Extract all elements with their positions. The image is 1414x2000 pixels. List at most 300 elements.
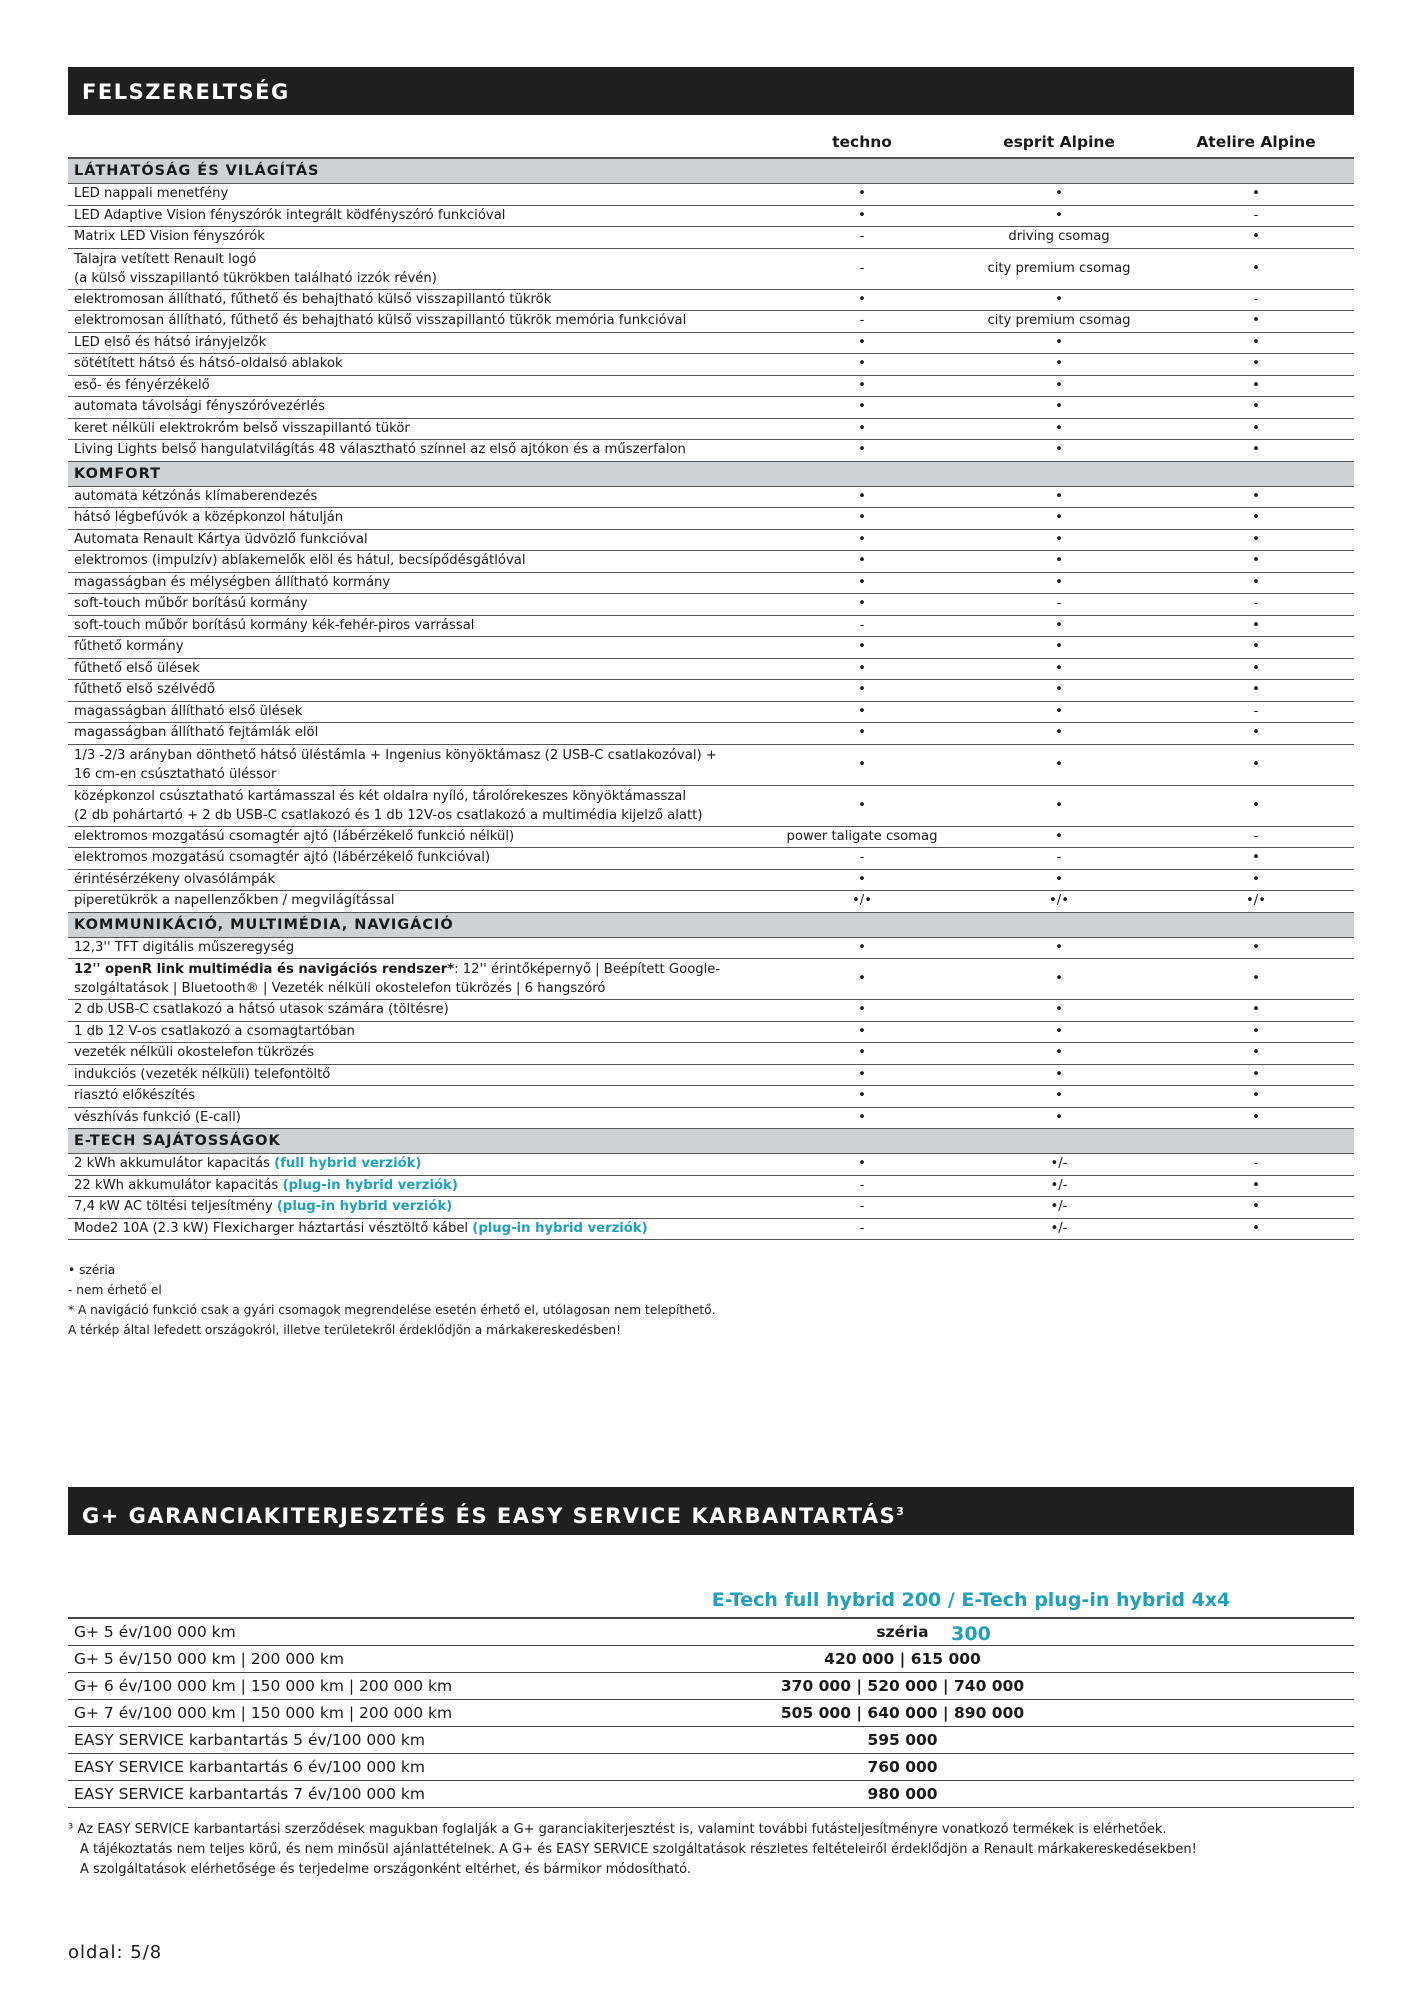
feature-label-text: Living Lights belső hangulatvilágítás 48 választható színnel az első ajtókon és a műszerfalon xyxy=(74,442,686,458)
feature-value: • xyxy=(960,440,1158,462)
warranty-note: A szolgáltatások elérhetősége és terjedelme országonként eltérhet, és bármikor módosítható. xyxy=(80,1862,692,1877)
feature-value: • xyxy=(764,486,960,508)
feature-value: • xyxy=(960,529,1158,551)
table-row xyxy=(68,397,1354,419)
warranty-value: 595 000 xyxy=(591,1727,1354,1754)
feature-value: • xyxy=(764,1154,960,1176)
feature-label-text: középkonzol csúsztatható kartámasszal és két oldalra nyíló, tárolórekeszes könyöktámasszal xyxy=(74,788,687,804)
feature-label-text: keret nélküli elektrokróm belső visszapillantó tükör xyxy=(74,420,410,436)
warranty-row xyxy=(68,1754,1354,1781)
feature-label xyxy=(68,826,764,848)
table-row xyxy=(68,723,1354,745)
feature-value: - xyxy=(764,1218,960,1240)
feature-label xyxy=(68,572,764,594)
feature-value: - xyxy=(1158,826,1354,848)
feature-value: • xyxy=(764,959,960,1000)
feature-label-text: piperetükrök a napellenzőkben / megvilágítással xyxy=(74,893,395,909)
feature-label xyxy=(68,701,764,723)
feature-value: - xyxy=(960,848,1158,870)
feature-label xyxy=(68,289,764,311)
feature-value: • xyxy=(1158,869,1354,891)
feature-label-text: Mode2 10A (2.3 kW) Flexicharger háztartási vésztöltő kábel xyxy=(74,1220,473,1236)
feature-value: • xyxy=(764,354,960,376)
feature-value: •/• xyxy=(764,891,960,913)
feature-value: • xyxy=(960,289,1158,311)
feature-value: • xyxy=(1158,354,1354,376)
warranty-label: EASY SERVICE karbantartás 7 év/100 000 km xyxy=(68,1781,591,1808)
feature-label xyxy=(68,1043,764,1065)
feature-value: • xyxy=(764,937,960,959)
feature-value: • xyxy=(764,723,960,745)
feature-value: • xyxy=(960,959,1158,1000)
feature-value: • xyxy=(764,572,960,594)
category-row xyxy=(68,912,1354,937)
feature-value: • xyxy=(764,680,960,702)
table-row xyxy=(68,572,1354,594)
table-row xyxy=(68,1175,1354,1197)
table-row xyxy=(68,1021,1354,1043)
table-row xyxy=(68,184,1354,206)
feature-value: • xyxy=(1158,508,1354,530)
feature-value: •/• xyxy=(960,891,1158,913)
feature-value: • xyxy=(1158,1064,1354,1086)
warranty-title xyxy=(68,1487,1354,1535)
feature-label xyxy=(68,1197,764,1219)
feature-label xyxy=(68,680,764,702)
feature-label xyxy=(68,959,764,1000)
legend-line: • széria xyxy=(68,1263,116,1277)
feature-value: • xyxy=(764,869,960,891)
warranty-label: G+ 7 év/100 000 km | 150 000 km | 200 000 km xyxy=(68,1700,591,1727)
feature-value: • xyxy=(960,1107,1158,1129)
feature-value: • xyxy=(1158,1086,1354,1108)
feature-value: •/• xyxy=(1158,891,1354,913)
feature-label xyxy=(68,184,764,206)
table-row xyxy=(68,680,1354,702)
feature-value: • xyxy=(960,744,1158,785)
warranty-table xyxy=(68,1617,1354,1808)
feature-value: • xyxy=(1158,248,1354,289)
feature-value: - xyxy=(1158,205,1354,227)
feature-value: • xyxy=(1158,744,1354,785)
feature-label-text: LED nappali menetfény xyxy=(74,186,229,202)
warranty-value: széria xyxy=(591,1618,1354,1646)
feature-label-text: Matrix LED Vision fényszórók xyxy=(74,229,265,245)
feature-value: • xyxy=(1158,615,1354,637)
feature-value: • xyxy=(764,397,960,419)
feature-label-note: (plug-in hybrid verziók) xyxy=(276,1199,453,1215)
feature-value: • xyxy=(764,1043,960,1065)
feature-label-text: vészhívás funkció (E-call) xyxy=(74,1109,241,1125)
feature-label xyxy=(68,1175,764,1197)
feature-label-text: 7,4 kW AC töltési teljesítmény xyxy=(74,1199,277,1215)
feature-value: • xyxy=(764,508,960,530)
feature-value: • xyxy=(960,701,1158,723)
feature-label-text: elektromos (impulzív) ablakemelők elöl és hátul, becsípődésgátlóval xyxy=(74,553,526,569)
feature-label xyxy=(68,594,764,616)
warranty-label: EASY SERVICE karbantartás 6 év/100 000 km xyxy=(68,1754,591,1781)
category-title: KOMMUNIKÁCIÓ, MULTIMÉDIA, NAVIGÁCIÓ xyxy=(68,912,1354,937)
table-row xyxy=(68,332,1354,354)
feature-label-note: (full hybrid verziók) xyxy=(274,1156,422,1172)
category-row xyxy=(68,158,1354,184)
legend-line: * A navigáció funkció csak a gyári csomagok megrendelése esetén érhető el, utólagosan nem telepíthető. xyxy=(68,1303,716,1317)
table-row xyxy=(68,289,1354,311)
feature-value: driving csomag xyxy=(960,227,1158,249)
feature-value: • xyxy=(960,551,1158,573)
feature-label-note: (plug-in hybrid verziók) xyxy=(282,1177,458,1193)
feature-value: • xyxy=(1158,184,1354,206)
feature-value: - xyxy=(1158,701,1354,723)
feature-value: • xyxy=(1158,486,1354,508)
equipment-title: FELSZERELTSÉG xyxy=(68,67,1354,115)
category-row xyxy=(68,461,1354,486)
table-row xyxy=(68,959,1354,1000)
feature-label xyxy=(68,486,764,508)
feature-label-text: magasságban állítható első ülések xyxy=(74,703,303,719)
table-row xyxy=(68,826,1354,848)
warranty-label: G+ 5 év/100 000 km xyxy=(68,1618,591,1646)
feature-label xyxy=(68,375,764,397)
feature-value: •/- xyxy=(960,1175,1158,1197)
table-row xyxy=(68,418,1354,440)
feature-value: • xyxy=(1158,397,1354,419)
table-row xyxy=(68,205,1354,227)
feature-label-text: LED Adaptive Vision fényszórók integrált ködfényszóró funkcióval xyxy=(74,207,506,223)
table-row xyxy=(68,486,1354,508)
feature-value: • xyxy=(960,658,1158,680)
feature-value: - xyxy=(1158,594,1354,616)
feature-label-text: : 12'' érintőképernyő | Beépített Google- xyxy=(454,962,721,977)
equipment-section xyxy=(68,67,1354,1340)
feature-label-text: érintésérzékeny olvasólámpák xyxy=(74,871,276,887)
feature-label xyxy=(68,1064,764,1086)
table-row xyxy=(68,594,1354,616)
feature-label-note: (plug-in hybrid verziók) xyxy=(472,1220,648,1236)
equipment-table-body xyxy=(68,158,1354,1240)
feature-label xyxy=(68,615,764,637)
feature-value: • xyxy=(1158,1107,1354,1129)
warranty-value: 505 000 | 640 000 | 890 000 xyxy=(591,1700,1354,1727)
feature-label-text: eső- és fényérzékelő xyxy=(74,377,210,393)
feature-label-text: 22 kWh akkumulátor kapacitás xyxy=(74,1177,283,1193)
feature-value: - xyxy=(1158,1154,1354,1176)
feature-value: • xyxy=(1158,1021,1354,1043)
feature-value: • xyxy=(960,418,1158,440)
feature-value: • xyxy=(764,1064,960,1086)
feature-label xyxy=(68,508,764,530)
feature-value: •/- xyxy=(960,1154,1158,1176)
feature-value: - xyxy=(764,311,960,333)
feature-value: • xyxy=(1158,1218,1354,1240)
table-row xyxy=(68,1064,1354,1086)
feature-label-line2: (2 db pohártartó + 2 db USB-C csatlakozó és 1 db 12V-os csatlakozó a multimédia kijelző alatt) xyxy=(74,807,703,823)
equipment-legend xyxy=(68,1260,1354,1340)
feature-value: • xyxy=(1158,227,1354,249)
category-title: KOMFORT xyxy=(68,461,1354,486)
table-row xyxy=(68,1218,1354,1240)
feature-label-text: elektromos mozgatású csomagtér ajtó (lábérzékelő funkcióval) xyxy=(74,850,491,866)
feature-label xyxy=(68,440,764,462)
feature-label-text: fűthető első szélvédő xyxy=(74,682,215,698)
table-row xyxy=(68,744,1354,785)
feature-label-line2: 16 cm-en csúsztatható üléssor xyxy=(74,766,277,782)
warranty-title-sup: 3 xyxy=(896,1505,906,1518)
feature-label-text: 1 db 12 V-os csatlakozó a csomagtartóban xyxy=(74,1023,355,1039)
feature-value: • xyxy=(764,658,960,680)
feature-value: • xyxy=(960,572,1158,594)
feature-value: - xyxy=(960,594,1158,616)
feature-label xyxy=(68,891,764,913)
table-row xyxy=(68,1086,1354,1108)
feature-value: • xyxy=(960,508,1158,530)
feature-label xyxy=(68,529,764,551)
feature-label xyxy=(68,248,764,289)
feature-label xyxy=(68,1218,764,1240)
feature-value: •/- xyxy=(960,1218,1158,1240)
feature-value: • xyxy=(1158,529,1354,551)
feature-label-line2: (a külső visszapillantó tükrökben található izzók révén) xyxy=(74,270,437,286)
feature-value: • xyxy=(1158,637,1354,659)
feature-label xyxy=(68,937,764,959)
warranty-label: G+ 5 év/150 000 km | 200 000 km xyxy=(68,1646,591,1673)
feature-value: • xyxy=(1158,551,1354,573)
feature-label-text: elektromosan állítható, fűthető és behajtható külső visszapillantó tükrök xyxy=(74,291,552,307)
table-row xyxy=(68,529,1354,551)
feature-value: - xyxy=(764,1197,960,1219)
feature-label xyxy=(68,1154,764,1176)
feature-value: • xyxy=(1158,1000,1354,1022)
category-row xyxy=(68,1129,1354,1154)
feature-value: • xyxy=(960,1043,1158,1065)
feature-value: •/- xyxy=(960,1197,1158,1219)
header-spacer xyxy=(68,115,764,158)
feature-label-text: elektromos mozgatású csomagtér ajtó (lábérzékelő funkció nélkül) xyxy=(74,828,515,844)
feature-value: • xyxy=(960,354,1158,376)
feature-value: • xyxy=(764,785,960,826)
feature-value: • xyxy=(960,637,1158,659)
category-title: LÁTHATÓSÁG ÉS VILÁGÍTÁS xyxy=(68,158,1354,184)
feature-label-line2: szolgáltatások | Bluetooth® | Vezeték nélküli okostelefon tükrözés | 6 hangszóró xyxy=(74,981,606,996)
table-row xyxy=(68,508,1354,530)
feature-value: • xyxy=(1158,440,1354,462)
table-row xyxy=(68,248,1354,289)
table-row xyxy=(68,1154,1354,1176)
feature-value: city premium csomag xyxy=(960,311,1158,333)
feature-label-bold: 12'' openR link multimédia és navigációs rendszer* xyxy=(74,962,455,977)
warranty-row xyxy=(68,1781,1354,1808)
feature-label-text: hátsó légbefúvók a középkonzol hátulján xyxy=(74,510,344,526)
feature-value: • xyxy=(764,594,960,616)
feature-value: • xyxy=(960,375,1158,397)
table-row xyxy=(68,1197,1354,1219)
category-title: E-TECH SAJÁTOSSÁGOK xyxy=(68,1129,1354,1154)
feature-value: • xyxy=(764,1107,960,1129)
feature-label xyxy=(68,551,764,573)
feature-value: • xyxy=(764,529,960,551)
feature-value: • xyxy=(764,184,960,206)
warranty-value: 980 000 xyxy=(591,1781,1354,1808)
feature-value: • xyxy=(1158,785,1354,826)
feature-value: • xyxy=(764,418,960,440)
feature-value: - xyxy=(764,848,960,870)
warranty-row xyxy=(68,1673,1354,1700)
table-row xyxy=(68,848,1354,870)
equipment-table xyxy=(68,115,1354,1240)
feature-value: • xyxy=(960,486,1158,508)
feature-value: • xyxy=(960,205,1158,227)
legend-line: A térkép által lefedett országokról, illetve területekről érdeklődjön a márkakereskedésben! xyxy=(68,1323,622,1337)
feature-value: - xyxy=(1158,289,1354,311)
feature-value: • xyxy=(1158,1175,1354,1197)
feature-label-text: LED első és hátsó irányjelzők xyxy=(74,334,267,350)
feature-value: • xyxy=(764,1000,960,1022)
feature-label xyxy=(68,205,764,227)
feature-value: • xyxy=(1158,848,1354,870)
feature-value: • xyxy=(764,637,960,659)
warranty-title-text: G+ GARANCIAKITERJESZTÉS ÉS EASY SERVICE KARBANTARTÁS xyxy=(82,1504,897,1528)
feature-value: • xyxy=(764,332,960,354)
feature-label xyxy=(68,354,764,376)
feature-label-text: 2 db USB-C csatlakozó a hátsó utasok számára (töltésre) xyxy=(74,1002,449,1018)
feature-label-text: automata kétzónás klímaberendezés xyxy=(74,488,318,504)
warranty-value: 420 000 | 615 000 xyxy=(591,1646,1354,1673)
warranty-section xyxy=(68,1583,1354,1880)
table-row xyxy=(68,637,1354,659)
feature-label-text: 2 kWh akkumulátor kapacitás xyxy=(74,1156,275,1172)
warranty-label: EASY SERVICE karbantartás 5 év/100 000 km xyxy=(68,1727,591,1754)
feature-value: • xyxy=(764,375,960,397)
feature-value: • xyxy=(960,184,1158,206)
feature-value: • xyxy=(764,701,960,723)
feature-value: • xyxy=(1158,332,1354,354)
feature-label-text: magasságban és mélységben állítható kormány xyxy=(74,574,391,590)
feature-label xyxy=(68,418,764,440)
column-header: techno xyxy=(764,115,960,158)
feature-value: • xyxy=(1158,959,1354,1000)
feature-label-text: fűthető kormány xyxy=(74,639,184,655)
feature-value: • xyxy=(1158,723,1354,745)
warranty-label: G+ 6 év/100 000 km | 150 000 km | 200 000 km xyxy=(68,1673,591,1700)
feature-label-text: elektromosan állítható, fűthető és behajtható külső visszapillantó tükrök memória funkcióval xyxy=(74,313,687,329)
feature-label-text: soft-touch műbőr borítású kormány kék-fehér-piros varrással xyxy=(74,617,475,633)
warranty-row xyxy=(68,1727,1354,1754)
table-row xyxy=(68,311,1354,333)
feature-label xyxy=(68,1107,764,1129)
feature-value: • xyxy=(960,869,1158,891)
feature-value: • xyxy=(1158,572,1354,594)
table-row xyxy=(68,551,1354,573)
table-row xyxy=(68,440,1354,462)
feature-label xyxy=(68,637,764,659)
feature-value: • xyxy=(960,1000,1158,1022)
warranty-notes xyxy=(68,1820,1354,1880)
table-row xyxy=(68,701,1354,723)
feature-value: • xyxy=(764,551,960,573)
feature-value: • xyxy=(1158,418,1354,440)
feature-value: power taligate csomag xyxy=(764,826,960,848)
legend-line: - nem érhető el xyxy=(68,1283,162,1297)
warranty-value: 760 000 xyxy=(591,1754,1354,1781)
warranty-note: ³ Az EASY SERVICE karbantartási szerződések magukban foglalják a G+ garanciakiterjesztést is, valamint további futásteljesítményre vonatkozó termékek is elérhetőek. xyxy=(68,1822,1167,1837)
feature-value: city premium csomag xyxy=(960,248,1158,289)
equipment-header-row xyxy=(68,115,1354,158)
warranty-note: A tájékoztatás nem teljes körű, és nem minősül ajánlattételnek. A G+ és EASY SERVICE szolgáltatások részletes feltételeiről érdeklődjön a Renault márkakereskedésekben! xyxy=(80,1842,1197,1857)
feature-label-text: fűthető első ülések xyxy=(74,660,200,676)
feature-label-text: riasztó előkészítés xyxy=(74,1088,196,1104)
feature-value: • xyxy=(764,1086,960,1108)
feature-value: • xyxy=(764,744,960,785)
feature-label-text: vezeték nélküli okostelefon tükrözés xyxy=(74,1045,315,1061)
feature-label xyxy=(68,848,764,870)
feature-label-text: 1/3 -2/3 arányban dönthető hátsó üléstámla + Ingenius könyöktámasz (2 USB-C csatlakozóval) + xyxy=(74,747,717,763)
feature-label-text: indukciós (vezeték nélküli) telefontöltő xyxy=(74,1066,331,1082)
table-row xyxy=(68,891,1354,913)
feature-label xyxy=(68,227,764,249)
table-row xyxy=(68,375,1354,397)
warranty-row xyxy=(68,1700,1354,1727)
feature-label xyxy=(68,1086,764,1108)
feature-label xyxy=(68,1021,764,1043)
warranty-row xyxy=(68,1618,1354,1646)
feature-value: • xyxy=(960,937,1158,959)
feature-label xyxy=(68,397,764,419)
feature-value: • xyxy=(1158,1197,1354,1219)
table-row xyxy=(68,354,1354,376)
feature-value: • xyxy=(764,1021,960,1043)
feature-value: • xyxy=(960,615,1158,637)
feature-value: - xyxy=(764,615,960,637)
feature-label xyxy=(68,311,764,333)
feature-value: • xyxy=(1158,680,1354,702)
feature-label-text: magasságban állítható fejtámlák elöl xyxy=(74,725,319,741)
table-row xyxy=(68,1000,1354,1022)
feature-value: • xyxy=(960,723,1158,745)
feature-value: - xyxy=(764,1175,960,1197)
feature-label xyxy=(68,332,764,354)
feature-label xyxy=(68,785,764,826)
warranty-row xyxy=(68,1646,1354,1673)
feature-value: • xyxy=(960,1021,1158,1043)
feature-label xyxy=(68,723,764,745)
feature-label-text: Automata Renault Kártya üdvözlő funkcióval xyxy=(74,531,368,547)
feature-value: • xyxy=(960,332,1158,354)
feature-value: • xyxy=(1158,1043,1354,1065)
feature-label-text: Talajra vetített Renault logó xyxy=(74,251,257,267)
feature-value: • xyxy=(764,289,960,311)
feature-value: • xyxy=(764,440,960,462)
warranty-value: 370 000 | 520 000 | 740 000 xyxy=(591,1673,1354,1700)
feature-label-text: automata távolsági fényszóróvezérlés xyxy=(74,399,326,415)
feature-label-text: sötétített hátsó és hátsó-oldalsó ablakok xyxy=(74,356,343,372)
feature-value: • xyxy=(960,826,1158,848)
table-row xyxy=(68,869,1354,891)
feature-value: • xyxy=(1158,937,1354,959)
table-row xyxy=(68,1107,1354,1129)
feature-label xyxy=(68,869,764,891)
feature-value: • xyxy=(960,1086,1158,1108)
feature-value: - xyxy=(764,227,960,249)
feature-label-text: soft-touch műbőr borítású kormány xyxy=(74,596,308,612)
column-header: Atelire Alpine xyxy=(1158,115,1354,158)
column-header: esprit Alpine xyxy=(960,115,1158,158)
warranty-table-body xyxy=(68,1618,1354,1808)
table-row xyxy=(68,937,1354,959)
table-row xyxy=(68,785,1354,826)
feature-label-text: 12,3'' TFT digitális műszeregység xyxy=(74,939,295,955)
table-row xyxy=(68,1043,1354,1065)
feature-label xyxy=(68,1000,764,1022)
